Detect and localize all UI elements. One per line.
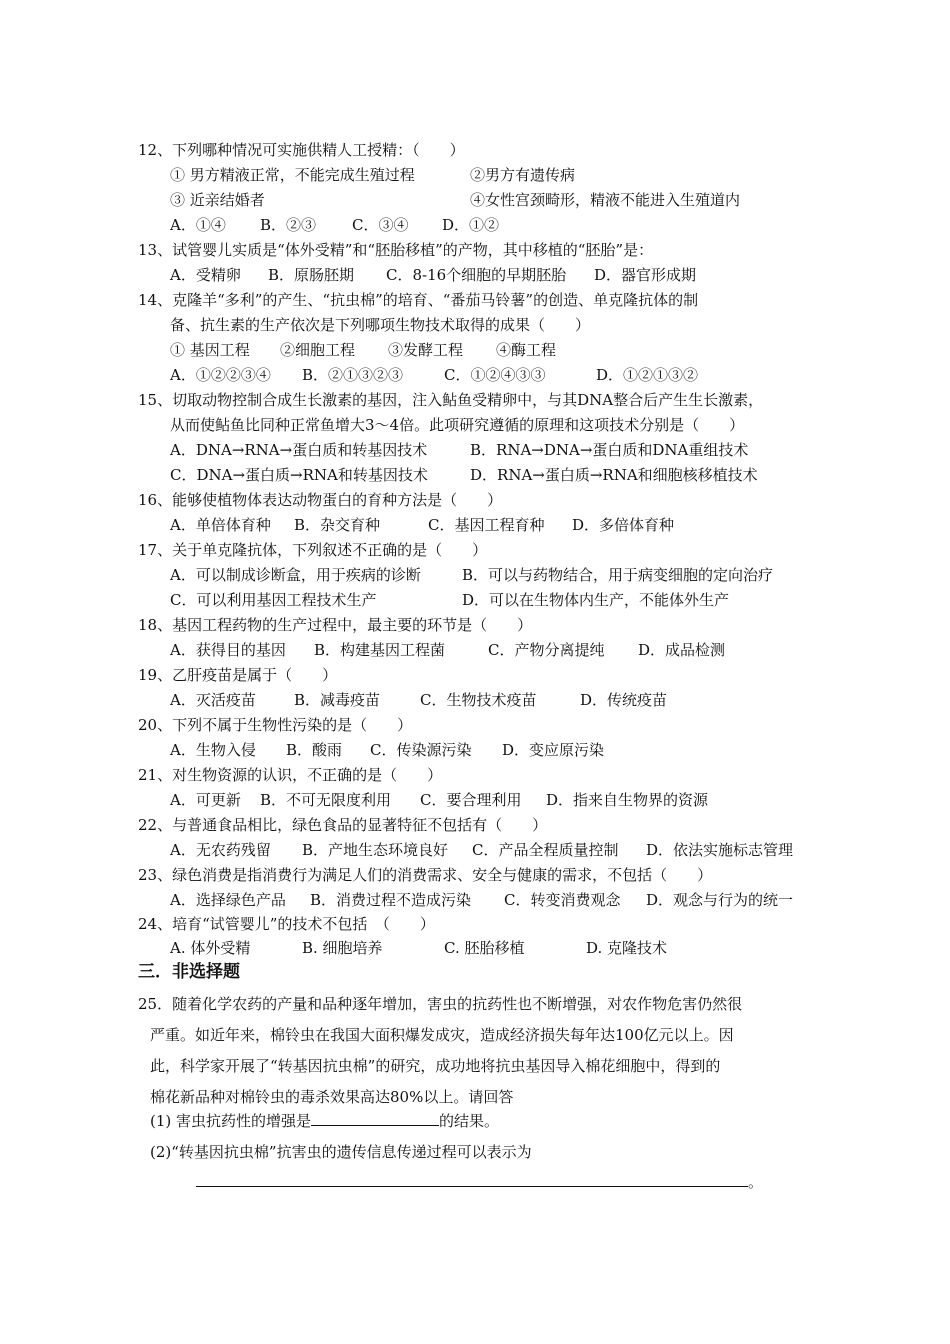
- q21-choice-d: D．指来自生物界的资源: [546, 791, 709, 809]
- q22-choice-c: C．产品全程质量控制: [472, 841, 619, 859]
- q12-choice-c: C．③④: [352, 216, 409, 234]
- q25-sub1: [150, 1111, 499, 1131]
- q22-choice-d: D．依法实施标志管理: [646, 841, 794, 859]
- q24-choice-b: B. 细胞培养: [302, 939, 383, 957]
- q25-sub2-answer-blank[interactable]: [196, 1172, 748, 1187]
- q20-stem: 20、下列不属于生物性污染的是（ ）: [138, 716, 413, 734]
- q12-stem: 12、下列哪种情况可实施供精人工授精：（ ）: [138, 141, 465, 159]
- section-heading: 三．非选择题: [138, 962, 240, 982]
- q12-choice-a: A．①④: [170, 216, 226, 234]
- q14-stem-line2: 备、抗生素的生产依次是下列哪项生物技术取得的成果（ ）: [170, 316, 591, 334]
- q17-choice-b: B．可以与药物结合，用于病变细胞的定向治疗: [462, 566, 774, 584]
- q23-choice-c: C．转变消费观念: [504, 891, 621, 909]
- q25-sub1-suffix: 的结果。: [439, 1112, 500, 1130]
- q22-choice-a: A．无农药残留: [170, 841, 271, 859]
- q12-option-4: ④女性宫颈畸形，精液不能进入生殖道内: [470, 191, 741, 209]
- q24-choice-c: C. 胚胎移植: [444, 939, 525, 957]
- q14-choice-c: C．①②④③③: [444, 366, 546, 384]
- q19-choice-b: B．减毒疫苗: [294, 691, 381, 709]
- q21-choice-a: A．可更新: [170, 791, 241, 809]
- q22-choice-b: B．产地生态环境良好: [302, 841, 449, 859]
- q21-stem: 21、对生物资源的认识，不正确的是（ ）: [138, 766, 443, 784]
- q16-choice-a: A．单倍体育种: [170, 516, 271, 534]
- q20-choice-a: A．生物入侵: [170, 741, 256, 759]
- q12-option-2: ②男方有遗传病: [470, 166, 576, 184]
- q19-choice-d: D．传统疫苗: [580, 691, 668, 709]
- q13-choice-a: A．受精卵: [170, 266, 241, 284]
- q14-choice-b: B．②①③②③: [302, 366, 404, 384]
- q25-sub1-answer-blank[interactable]: [311, 1111, 439, 1126]
- q23-stem: 23、绿色消费是指消费行为满足人们的消费需求、安全与健康的需求，不包括（ ）: [138, 866, 713, 884]
- q17-stem: 17、关于单克隆抗体，下列叙述不正确的是（ ）: [138, 541, 488, 559]
- q14-item-2: ②细胞工程: [280, 341, 356, 359]
- q14-stem-line1: 14、克隆羊“多利”的产生、“抗虫棉”的培育、“番茄马铃薯”的创造、单克隆抗体的制: [138, 291, 699, 309]
- q13-stem: 13、试管婴儿实质是“体外受精”和“胚胎移植”的产物，其中移植的“胚胎”是：: [138, 241, 654, 259]
- q25-sub2-answer-row: [196, 1172, 763, 1192]
- q13-choice-d: D．器官形成期: [594, 266, 697, 284]
- q17-choice-c: C．可以利用基因工程技术生产: [170, 591, 377, 609]
- q17-choice-a: A．可以制成诊断盒，用于疾病的诊断: [170, 566, 421, 584]
- q24-stem: 24、培育“试管婴儿”的技术不包括 （ ）: [138, 915, 435, 933]
- q20-choice-b: B．酸雨: [286, 741, 343, 759]
- q15-stem-line1: 15、切取动物控制合成生长激素的基因，注入鲇鱼受精卵中，与其DNA整合后产生生长激素，: [138, 391, 764, 409]
- q14-choice-d: D．①②①③②: [596, 366, 699, 384]
- q15-stem-line2: 从而使鲇鱼比同种正常鱼增大3～4倍。此项研究遵循的原理和这项技术分别是（ ）: [170, 416, 745, 434]
- q22-stem: 22、与普通食品相比，绿色食品的显著特征不包括有（ ）: [138, 816, 548, 834]
- q21-choice-c: C．要合理利用: [420, 791, 522, 809]
- q19-choice-c: C．生物技术疫苗: [420, 691, 537, 709]
- q25-line4: 棉花新品种对棉铃虫的毒杀效果高达80%以上。请回答: [150, 1088, 514, 1106]
- q15-choice-c: C．DNA→蛋白质→RNA和转基因技术: [170, 466, 428, 484]
- q16-stem: 16、能够使植物体表达动物蛋白的育种方法是（ ）: [138, 491, 503, 509]
- q18-choice-c: C．产物分离提纯: [488, 641, 605, 659]
- q14-item-1: ① 基因工程: [170, 341, 250, 359]
- q13-choice-c: C．8-16个细胞的早期胚胎: [386, 266, 567, 284]
- q18-choice-a: A．获得目的基因: [170, 641, 286, 659]
- q16-choice-c: C．基因工程育种: [428, 516, 545, 534]
- q18-stem: 18、基因工程药物的生产过程中，最主要的环节是（ ）: [138, 616, 533, 634]
- q12-option-1: ① 男方精液正常，不能完成生殖过程: [170, 166, 415, 184]
- q12-option-3: ③ 近亲结婚者: [170, 191, 265, 209]
- q25-line3: 此，科学家开展了“转基因抗虫棉”的研究，成功地将抗虫基因导入棉花细胞中，得到的: [150, 1057, 721, 1075]
- q25-line1: 25．随着化学农药的产量和品种逐年增加，害虫的抗药性也不断增强，对农作物危害仍然很: [138, 995, 743, 1013]
- q19-stem: 19、乙肝疫苗是属于（ ）: [138, 666, 338, 684]
- q25-sub1-prefix: (1) 害虫抗药性的增强是: [150, 1112, 312, 1130]
- q25-line2: 严重。如近年来，棉铃虫在我国大面积爆发成灾，造成经济损失每年达100亿元以上。因: [150, 1026, 734, 1044]
- q15-choice-a: A．DNA→RNA→蛋白质和转基因技术: [170, 441, 428, 459]
- q19-choice-a: A．灭活疫苗: [170, 691, 256, 709]
- q23-choice-a: A．选择绿色产品: [170, 891, 286, 909]
- q12-choice-d: D．①②: [442, 216, 500, 234]
- q18-choice-b: B．构建基因工程菌: [314, 641, 446, 659]
- q14-item-4: ④酶工程: [496, 341, 557, 359]
- q25-sub2: (2)“转基因抗虫棉”抗害虫的遗传信息传递过程可以表示为: [150, 1143, 532, 1161]
- q16-choice-b: B．杂交育种: [294, 516, 381, 534]
- q23-choice-b: B．消费过程不造成污染: [310, 891, 472, 909]
- q14-item-3: ③发酵工程: [388, 341, 464, 359]
- q18-choice-d: D．成品检测: [638, 641, 726, 659]
- q24-choice-d: D. 克隆技术: [586, 939, 668, 957]
- q23-choice-d: D．观念与行为的统一: [646, 891, 794, 909]
- q17-choice-d: D．可以在生物体内生产，不能体外生产: [462, 591, 730, 609]
- q14-choice-a: A．①②②③④: [170, 366, 271, 384]
- q21-choice-b: B．不可无限度利用: [260, 791, 392, 809]
- q25-sub2-end: 。: [748, 1173, 764, 1191]
- q24-choice-a: A. 体外受精: [170, 939, 251, 957]
- q15-choice-d: D．RNA→蛋白质→RNA和细胞核移植技术: [470, 466, 758, 484]
- q13-choice-b: B．原肠胚期: [268, 266, 355, 284]
- q15-choice-b: B．RNA→DNA→蛋白质和DNA重组技术: [470, 441, 749, 459]
- q20-choice-d: D．变应原污染: [502, 741, 605, 759]
- q12-choice-b: B．②③: [260, 216, 317, 234]
- q16-choice-d: D．多倍体育种: [572, 516, 675, 534]
- q20-choice-c: C．传染源污染: [370, 741, 472, 759]
